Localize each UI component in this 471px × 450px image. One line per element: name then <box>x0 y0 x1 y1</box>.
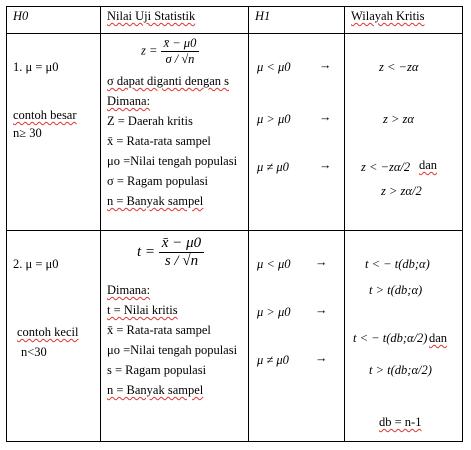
row2-stat-cell <box>101 231 249 442</box>
row1-arrow-2: → <box>319 158 332 172</box>
row1-alt-0: μ < μ0 <box>257 60 291 74</box>
row1-hypothesis: 1. μ = μ0 <box>13 60 59 74</box>
row1-crit-cell <box>345 34 463 231</box>
row-small-sample <box>7 231 463 442</box>
row2-def-3: s = Ragam populasi <box>107 363 207 377</box>
row2-crit-cell <box>345 231 463 442</box>
header-h0: H0 <box>7 7 101 34</box>
row1-def-4: n = Banyak sampel <box>107 194 204 208</box>
row2-crit-2: t < − t(db;α/2) <box>353 331 428 345</box>
row1-def-1: x̄ = Rata-rata sampel <box>107 134 211 148</box>
row2-hypothesis: 2. μ = μ0 <box>13 257 59 271</box>
row1-crit-dan: dan <box>419 158 438 172</box>
header-stat: Nilai Uji Statistik <box>101 7 249 34</box>
row2-alt-0: μ < μ0 <box>257 257 291 271</box>
row1-crit-3: z > zα/2 <box>381 184 422 198</box>
row2-h0-cell <box>7 231 101 442</box>
row1-crit-0: z < −zα <box>379 60 419 74</box>
row1-formula: z = $\frac{x̄ - \mu 0}{\sigma / √n}$ <box>141 36 199 67</box>
row2-def-0: t = Nilai kritis <box>107 303 178 317</box>
row2-formula: t = $\frac{x̄ - \mu 0}{s / √n}$ <box>137 235 204 270</box>
row1-alt-2: μ ≠ μ0 <box>257 160 289 174</box>
row2-arrow-0: → <box>315 255 328 269</box>
row2-crit-1: t > t(db;α) <box>369 283 423 297</box>
header-row <box>7 7 463 34</box>
row1-def-3: σ = Ragam populasi <box>107 174 208 188</box>
row1-case-cond: n≥ 30 <box>13 126 42 140</box>
row1-arrow-1: → <box>319 110 332 124</box>
row1-note: σ dapat diganti dengan s <box>107 74 229 88</box>
row2-arrow-1: → <box>315 303 328 317</box>
row2-alt-1: μ > μ0 <box>257 305 291 319</box>
row1-dimana: Dimana: <box>107 94 151 108</box>
row1-h1-cell <box>249 34 345 231</box>
header-h1: H1 <box>249 7 345 34</box>
row2-crit-dan: dan <box>429 331 448 345</box>
header-crit: Wilayah Kritis <box>345 7 463 34</box>
row2-def-2: μo =Nilai tengah populasi <box>107 343 238 357</box>
row2-crit-3: t > t(db;α/2) <box>369 363 432 377</box>
row1-case-label: contoh besar <box>13 108 77 122</box>
row2-crit-0: t < − t(db;α) <box>365 257 430 271</box>
row2-crit-df: db = n-1 <box>379 415 422 429</box>
row1-h0-cell <box>7 34 101 231</box>
row1-arrow-0: → <box>319 58 332 72</box>
row2-dimana: Dimana: <box>107 283 151 297</box>
row2-arrow-2: → <box>315 351 328 365</box>
row2-alt-2: μ ≠ μ0 <box>257 353 289 367</box>
row1-def-0: Z = Daerah kritis <box>107 114 193 128</box>
row2-def-1: x̄ = Rata-rata sampel <box>107 323 211 337</box>
row1-stat-cell <box>101 34 249 231</box>
row2-case-cond: n<30 <box>21 345 47 359</box>
row1-crit-1: z > zα <box>383 112 414 126</box>
row1-alt-1: μ > μ0 <box>257 112 291 126</box>
hypothesis-table <box>6 6 463 442</box>
row2-case-label: contoh kecil <box>17 325 79 339</box>
row-large-sample <box>7 34 463 231</box>
row2-h1-cell <box>249 231 345 442</box>
row2-def-4: n = Banyak sampel <box>107 383 204 397</box>
row1-crit-2: z < −zα/2 <box>361 160 411 174</box>
row1-def-2: μo =Nilai tengah populasi <box>107 154 238 168</box>
